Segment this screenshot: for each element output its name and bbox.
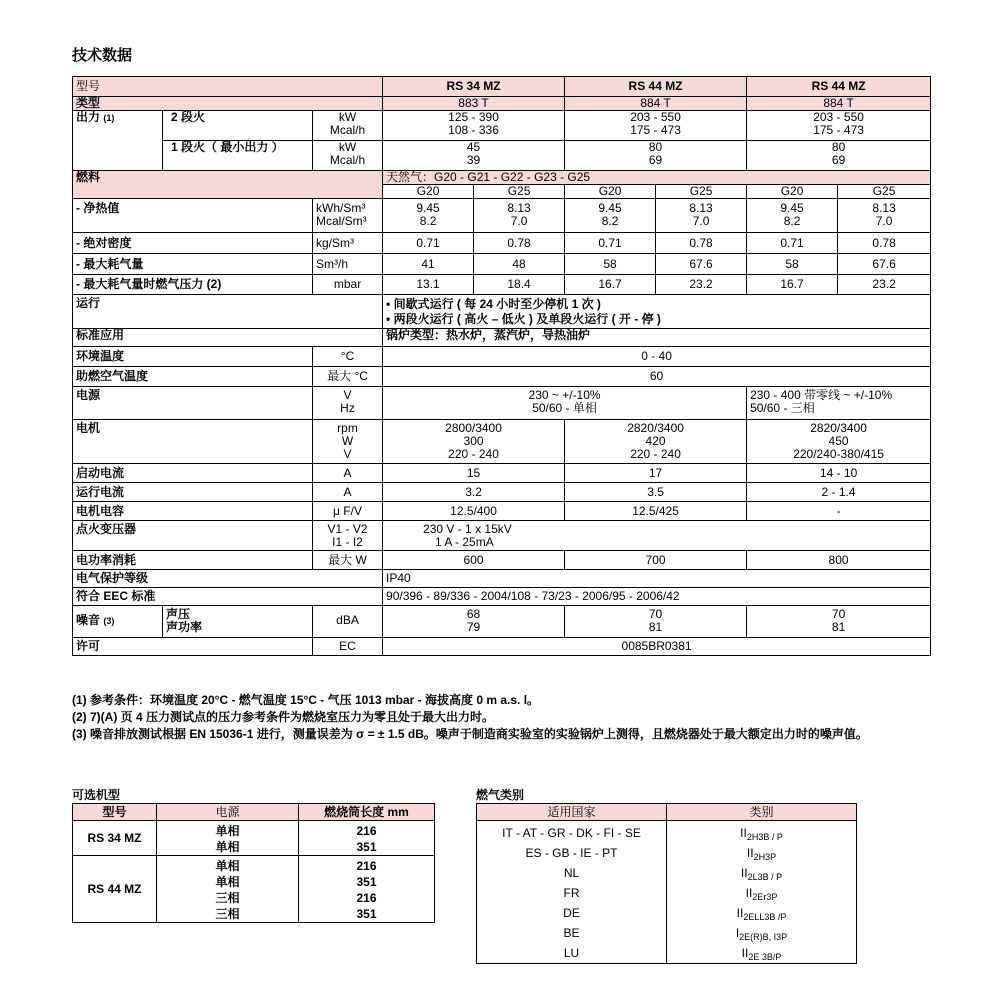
cat-sub: 2ELL3B /P	[743, 912, 787, 922]
model-3: RS 44 MZ	[747, 77, 931, 97]
country-list	[477, 821, 667, 964]
cat-sub: 2H3B / P	[746, 832, 783, 842]
max-gas-label: - 最大耗气量	[73, 254, 313, 275]
air-temp-unit: 最大 °C	[313, 367, 383, 387]
value: 16.7	[747, 275, 838, 295]
power-list	[157, 821, 299, 856]
footnote: (3) 噪音排放测试根据 EN 15036-1 进行，测量误差为 σ = ± 1.5 dB。噪声于制造商实验室的实验锅炉上测得，且燃烧器处于最大额定出力时的噪声值。	[72, 727, 868, 741]
model-2: RS 44 MZ	[565, 77, 747, 97]
unit: kWh/Sm³	[316, 201, 366, 215]
value: 7.0	[510, 214, 528, 228]
protection-value: IP40	[383, 570, 931, 588]
motor-cell	[747, 420, 931, 464]
application-value: 锅炉类型：热水炉，蒸汽炉，导热油炉	[383, 329, 931, 347]
value: 2820/3400	[810, 421, 867, 435]
gas-g25: G25	[474, 185, 565, 199]
output-cell	[565, 111, 747, 141]
unit: I1 - I2	[332, 535, 363, 549]
eec-label: 符合 EEC 标准	[73, 588, 383, 606]
value: 8.13	[689, 201, 713, 215]
capacitor-unit: μ F/V	[313, 502, 383, 521]
value: 7.0	[692, 214, 710, 228]
power-single	[383, 387, 747, 420]
header-row	[73, 77, 931, 97]
spec-table	[72, 76, 931, 656]
noise-sublabels	[163, 606, 313, 638]
category	[669, 943, 854, 963]
value: 单相	[215, 859, 240, 873]
cat-sub: 2Er3P	[752, 892, 778, 902]
heat-units	[313, 199, 383, 233]
hv-cell	[838, 199, 931, 233]
ignition-row	[73, 521, 931, 551]
value: 0.78	[838, 233, 931, 254]
output-label	[73, 111, 163, 171]
unit: Hz	[340, 401, 355, 415]
unit-kw: kW	[338, 110, 357, 124]
application-row	[73, 329, 931, 347]
value: 69	[648, 153, 663, 167]
operation-line: • 两段火运行 ( 高火 – 低火 ) 及单段火运行 ( 开 - 停 )	[386, 312, 661, 326]
value: 2800/3400	[445, 421, 502, 435]
value: 700	[565, 551, 747, 570]
value: 13.1	[383, 275, 474, 295]
gas-g20: G20	[565, 185, 656, 199]
country: ES - GB - IE - PT	[525, 846, 618, 860]
operation-value	[383, 295, 931, 329]
unit: V	[343, 388, 352, 402]
category	[669, 843, 854, 863]
gas-g20: G20	[747, 185, 838, 199]
value: 81	[648, 620, 663, 634]
max-gas-row	[73, 254, 931, 275]
approval-row	[73, 638, 931, 656]
ambient-label: 环境温度	[73, 347, 313, 367]
heat-value-label: - 净热值	[73, 199, 313, 233]
value: 12.5/400	[383, 502, 565, 521]
value: 单相	[215, 840, 240, 854]
run-current-unit: A	[313, 483, 383, 502]
hv-cell	[565, 199, 656, 233]
value: -	[747, 502, 931, 521]
value: 0.78	[474, 233, 565, 254]
value: 7.0	[875, 214, 893, 228]
fuel-label: 燃料	[73, 171, 383, 199]
consumption-label: 电功率消耗	[73, 551, 313, 570]
value: 80	[648, 140, 663, 154]
consumption-row	[73, 551, 931, 570]
value: 三相	[215, 891, 240, 905]
value: 8.2	[419, 214, 437, 228]
gas-category-title: 燃气类别	[476, 788, 525, 802]
two-stage-label: 2 段火	[163, 111, 313, 141]
value: 230 ~ +/-10%	[528, 388, 601, 402]
value: 15	[383, 464, 565, 483]
power-units	[313, 387, 383, 420]
value: 1 A - 25mA	[435, 535, 494, 549]
value: 108 - 336	[448, 123, 499, 137]
col-category: 类别	[667, 804, 857, 821]
model-name: RS 34 MZ	[73, 821, 157, 856]
unit: W	[341, 434, 354, 448]
value: 12.5/425	[565, 502, 747, 521]
start-current-unit: A	[313, 464, 383, 483]
value: 2 - 1.4	[747, 483, 931, 502]
power-list	[157, 856, 299, 923]
value: 67.6	[656, 254, 747, 275]
sound-pressure-label: 声压	[166, 607, 191, 621]
power-three	[747, 387, 931, 420]
value: 16.7	[565, 275, 656, 295]
cat-main: I	[735, 926, 740, 940]
length-list	[299, 856, 435, 923]
motor-row	[73, 420, 931, 464]
unit: rpm	[337, 421, 358, 435]
category	[669, 923, 854, 943]
optional-models-title: 可选机型	[72, 788, 121, 802]
type-value: 884 T	[565, 97, 747, 111]
col-length: 燃烧筒长度 mm	[299, 804, 435, 821]
value: 220/240-380/415	[793, 447, 884, 461]
value: 216	[356, 891, 377, 905]
ignition-value	[383, 521, 931, 551]
value: 23.2	[656, 275, 747, 295]
operation-label: 运行	[73, 295, 383, 329]
value: 216	[356, 824, 377, 838]
cat-sub: 2H3P	[753, 852, 777, 862]
ambient-unit: °C	[313, 347, 383, 367]
hv-cell	[474, 199, 565, 233]
value: 48	[474, 254, 565, 275]
cat-main: II	[745, 886, 753, 900]
optional-group-rs34	[73, 821, 435, 856]
density-unit: kg/Sm³	[313, 233, 383, 254]
power-row	[73, 387, 931, 420]
noise-row	[73, 606, 931, 638]
category	[669, 823, 854, 843]
motor-label: 电机	[73, 420, 313, 464]
run-current-row	[73, 483, 931, 502]
cat-main: II	[736, 906, 744, 920]
value: 351	[356, 875, 377, 889]
value: 58	[565, 254, 656, 275]
page-title: 技术数据	[72, 47, 133, 64]
country: DE	[563, 906, 580, 920]
output-note: (1)	[103, 113, 115, 123]
footnote: (2) 7)(A) 页 4 压力测试点的压力参考条件为燃烧室压力为零且处于最大出力时。	[72, 710, 495, 724]
ambient-row	[73, 347, 931, 367]
noise-cell	[383, 606, 565, 638]
hv-cell	[747, 199, 838, 233]
pressure-unit: mbar	[313, 275, 383, 295]
value: 81	[831, 620, 846, 634]
noise-cell	[747, 606, 931, 638]
value: 203 - 550	[630, 110, 681, 124]
value: 68	[466, 607, 481, 621]
category	[669, 903, 854, 923]
optional-header	[73, 804, 435, 821]
country: NL	[563, 866, 580, 880]
eec-value: 90/396 - 89/336 - 2004/108 - 73/23 - 2006/95 - 2006/42	[383, 588, 931, 606]
value: 230 V - 1 x 15kV	[423, 522, 512, 536]
max-gas-unit: Sm³/h	[313, 254, 383, 275]
col-power: 电源	[157, 804, 299, 821]
motor-cell	[383, 420, 565, 464]
unit: V	[343, 447, 352, 461]
noise-cell	[565, 606, 747, 638]
value: 50/60 - 单相	[532, 401, 597, 415]
gas-rows	[477, 821, 857, 964]
value: 23.2	[838, 275, 931, 295]
air-temp-value: 60	[383, 367, 931, 387]
value: 17	[565, 464, 747, 483]
pressure-label: - 最大耗气量时燃气压力 (2)	[73, 275, 313, 295]
output-cell	[747, 141, 931, 171]
footnote: (1) 参考条件：环境温度 20°C - 燃气温度 15°C - 气压 1013 mbar - 海拔高度 0 m a.s. l。	[72, 693, 540, 707]
ignition-label: 点火变压器	[73, 521, 313, 551]
value: 300	[463, 434, 484, 448]
pressure-row	[73, 275, 931, 295]
length-list	[299, 821, 435, 856]
value: 67.6	[838, 254, 931, 275]
country: LU	[563, 946, 580, 960]
sound-power-label: 声功率	[166, 620, 203, 634]
value: 8.2	[783, 214, 801, 228]
fuel-row	[73, 171, 931, 185]
value: 175 - 473	[630, 123, 681, 137]
ambient-value: 0 - 40	[383, 347, 931, 367]
cat-main: II	[740, 866, 748, 880]
value: 39	[466, 153, 481, 167]
value: 9.45	[780, 201, 804, 215]
value: 58	[747, 254, 838, 275]
noise-label-text: 噪音	[76, 613, 101, 627]
unit: V1 - V2	[327, 522, 368, 536]
noise-unit: dBA	[313, 606, 383, 638]
gas-g25: G25	[838, 185, 931, 199]
fuel-value: 天然气：G20 - G21 - G22 - G23 - G25	[383, 171, 931, 185]
value: 420	[645, 434, 666, 448]
cat-main: II	[740, 826, 747, 840]
output-row-min	[73, 141, 931, 171]
noise-note: (3)	[103, 616, 115, 626]
value: 单相	[215, 875, 240, 889]
density-row	[73, 233, 931, 254]
unit-mcal: Mcal/h	[329, 153, 366, 167]
model-1: RS 34 MZ	[383, 77, 565, 97]
unit-mcal: Mcal/h	[329, 123, 366, 137]
capacitor-row	[73, 502, 931, 521]
air-temp-row	[73, 367, 931, 387]
output-label-text: 出力	[76, 110, 101, 124]
value: 3.5	[565, 483, 747, 502]
motor-cell	[565, 420, 747, 464]
value: 450	[828, 434, 849, 448]
model-name: RS 44 MZ	[73, 856, 157, 923]
type-row	[73, 97, 931, 111]
unit: Mcal/Sm³	[316, 214, 367, 228]
approval-unit: EC	[313, 638, 383, 656]
output-cell	[383, 111, 565, 141]
value: 单相	[215, 824, 240, 838]
value: 三相	[215, 907, 240, 921]
output-cell	[747, 111, 931, 141]
footnotes	[72, 692, 934, 743]
operation-line: • 间歇式运行 ( 每 24 小时至少停机 1 次 )	[386, 297, 601, 311]
noise-label	[73, 606, 163, 638]
value: 45	[466, 140, 481, 154]
value: 8.2	[601, 214, 619, 228]
output-cell	[565, 141, 747, 171]
value: 70	[831, 607, 846, 621]
value: 9.45	[416, 201, 440, 215]
value: 2820/3400	[627, 421, 684, 435]
value: 0.78	[656, 233, 747, 254]
country: FR	[563, 886, 580, 900]
output-units	[313, 111, 383, 141]
motor-units	[313, 420, 383, 464]
value: 600	[383, 551, 565, 570]
protection-label: 电气保护等级	[73, 570, 383, 588]
air-temp-label: 助燃空气温度	[73, 367, 313, 387]
capacitor-label: 电机电容	[73, 502, 313, 521]
type-value: 884 T	[747, 97, 931, 111]
operation-row	[73, 295, 931, 329]
density-label: - 绝对密度	[73, 233, 313, 254]
cat-main: II	[741, 946, 749, 960]
output-units	[313, 141, 383, 171]
value: 69	[831, 153, 846, 167]
approval-label: 许可	[73, 638, 313, 656]
hv-cell	[383, 199, 474, 233]
value: 203 - 550	[813, 110, 864, 124]
run-current-label: 运行电流	[73, 483, 313, 502]
value: 3.2	[383, 483, 565, 502]
value: 0.71	[565, 233, 656, 254]
hv-cell	[656, 199, 747, 233]
consumption-unit: 最大 W	[313, 551, 383, 570]
country: IT - AT - GR - DK - FI - SE	[502, 826, 641, 840]
category	[669, 883, 854, 903]
value: 175 - 473	[813, 123, 864, 137]
value: 230 - 400 带零线 ~ +/-10%	[750, 388, 893, 402]
optional-models-table	[72, 803, 435, 923]
protection-row	[73, 570, 931, 588]
type-label: 类型	[73, 97, 383, 111]
start-current-row	[73, 464, 931, 483]
value: 8.13	[507, 201, 531, 215]
header-label: 型号	[73, 77, 383, 97]
type-value: 883 T	[383, 97, 565, 111]
value: 216	[356, 859, 377, 873]
value: 8.13	[872, 201, 896, 215]
category	[669, 863, 854, 883]
value: 351	[356, 907, 377, 921]
eec-row	[73, 588, 931, 606]
value: 0.71	[747, 233, 838, 254]
value: 18.4	[474, 275, 565, 295]
cat-sub: 2E(R)B, I3P	[739, 932, 788, 942]
value: 351	[356, 840, 377, 854]
value: 50/60 - 三相	[750, 401, 815, 415]
approval-value: 0085BR0381	[383, 638, 931, 656]
col-country: 适用国家	[477, 804, 667, 821]
unit-kw: kW	[338, 140, 357, 154]
col-model: 型号	[73, 804, 157, 821]
power-label: 电源	[73, 387, 313, 420]
value: 125 - 390	[448, 110, 499, 124]
cat-sub: 2L3B / P	[747, 872, 783, 882]
ignition-units	[313, 521, 383, 551]
min-stage-label: 1 段火（ 最小出力 ）	[163, 141, 313, 171]
value: 800	[747, 551, 931, 570]
heat-value-row	[73, 199, 931, 233]
cat-main: II	[746, 846, 754, 860]
country: BE	[563, 926, 580, 940]
gas-g25: G25	[656, 185, 747, 199]
value: 41	[383, 254, 474, 275]
gas-category-table	[476, 803, 857, 964]
value: 220 - 240	[630, 447, 681, 461]
application-label: 标准应用	[73, 329, 383, 347]
value: 220 - 240	[448, 447, 499, 461]
value: 14 - 10	[747, 464, 931, 483]
value: 9.45	[598, 201, 622, 215]
optional-group-rs44	[73, 856, 435, 923]
value: 0.71	[383, 233, 474, 254]
category-list	[667, 821, 857, 964]
value: 79	[466, 620, 481, 634]
output-cell	[383, 141, 565, 171]
start-current-label: 启动电流	[73, 464, 313, 483]
value: 70	[648, 607, 663, 621]
value: 80	[831, 140, 846, 154]
gas-g20: G20	[383, 185, 474, 199]
cat-sub: 2E 3B/P	[748, 952, 782, 962]
output-row-2stage	[73, 111, 931, 141]
gas-header	[477, 804, 857, 821]
